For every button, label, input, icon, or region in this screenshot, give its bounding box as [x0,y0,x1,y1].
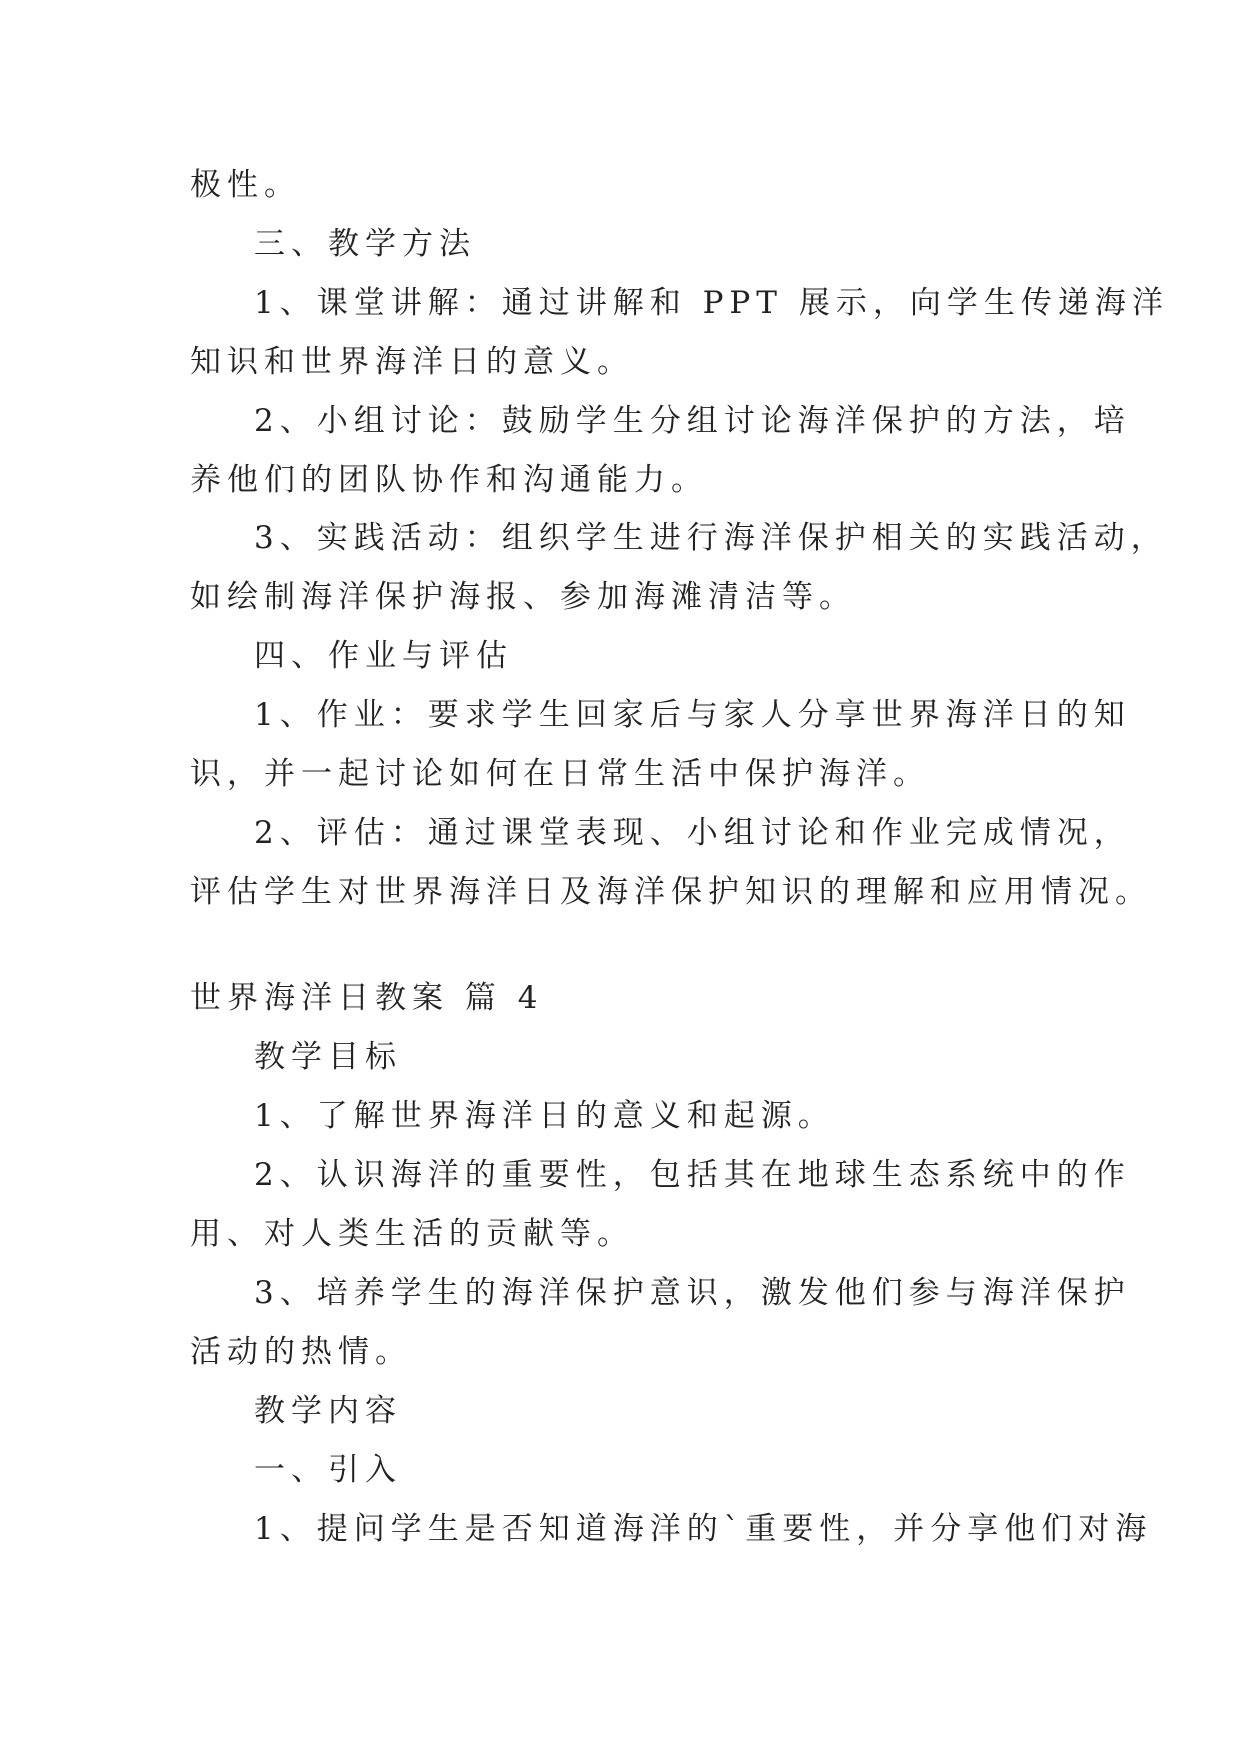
text-line: 养他们的团队协作和沟通能力。 [190,462,708,498]
text-line: 如绘制海洋保护海报、参加海滩清洁等。 [190,579,856,615]
text-line: 识，并一起讨论如何在日常生活中保护海洋。 [190,756,930,792]
text-line: 2、评估：通过课堂表现、小组讨论和作业完成情况， [254,815,1131,851]
section-heading-objectives: 教学目标 [254,1039,402,1075]
text-line: 用、对人类生活的贡献等。 [190,1216,634,1252]
text-line: 活动的热情。 [190,1334,412,1370]
text-line: 1、了解世界海洋日的意义和起源。 [254,1098,835,1134]
lesson-plan-title: 世界海洋日教案 篇 4 [190,980,544,1016]
text-line: 3、实践活动：组织学生进行海洋保护相关的实践活动， [254,520,1168,556]
text-line: 知识和世界海洋日的意义。 [190,344,634,380]
text-line: 2、小组讨论：鼓励学生分组讨论海洋保护的方法，培 [254,403,1131,439]
text-line: 1、课堂讲解：通过讲解和 PPT 展示，向学生传递海洋 [254,285,1169,321]
section-heading-homework: 四、作业与评估 [254,638,513,674]
text-line: 3、培养学生的海洋保护意识，激发他们参与海洋保护 [254,1275,1131,1311]
section-heading-methods: 三、教学方法 [254,226,476,262]
text-line-continuation: 极性。 [190,167,301,203]
text-line: 1、提问学生是否知道海洋的`重要性，并分享他们对海 [254,1511,1153,1547]
text-line: 评估学生对世界海洋日及海洋保护知识的理解和应用情况。 [190,874,1152,910]
text-line: 2、认识海洋的重要性，包括其在地球生态系统中的作 [254,1157,1131,1193]
section-heading-intro: 一、引入 [254,1452,402,1488]
section-heading-content: 教学内容 [254,1393,402,1429]
text-line: 1、作业：要求学生回家后与家人分享世界海洋日的知 [254,697,1131,733]
